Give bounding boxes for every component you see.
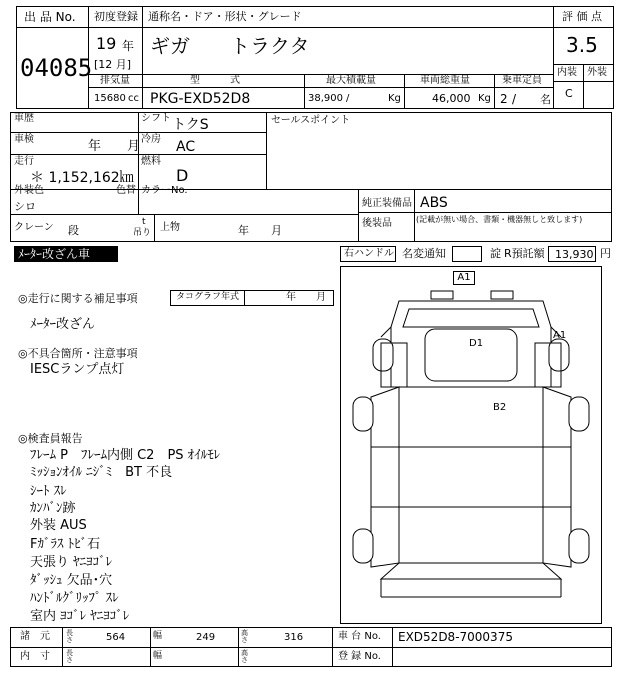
crane-hoist-unit: t (142, 217, 146, 227)
tachograph-date: 年 月 (286, 292, 326, 303)
score: 3.5 (566, 33, 598, 57)
interior-length-label: 長さ (66, 649, 73, 664)
inspection-label: 車検 (14, 134, 34, 145)
fuel: D (176, 166, 189, 185)
inspector-heading: ◎検査員報告 (18, 432, 83, 445)
interior-height-label: 高さ (241, 649, 248, 664)
report-line: 天張り ﾔﾆﾖｺﾞﾚ (30, 555, 113, 570)
max-load: 38,900 (308, 93, 343, 104)
gross-weight-unit: Kg (478, 93, 491, 104)
report-line: Fｶﾞﾗｽ ﾄﾋﾞ石 (30, 537, 101, 552)
report-line: ｼｰﾄ ｽﾚ (30, 484, 67, 499)
exterior-grade-cell (583, 81, 614, 109)
report-line: ﾊﾝﾄﾞﾙｸﾞﾘｯﾌﾟ ｽﾚ (30, 591, 119, 606)
capacity-slash: / (512, 92, 517, 106)
chassis-top (399, 387, 543, 563)
shift: トクS (172, 117, 209, 133)
displacement: 15680 (94, 93, 126, 104)
side-right (543, 387, 571, 567)
width-label: 幅 (153, 631, 163, 641)
aftermarket-label: 後装品 (362, 218, 392, 229)
wheel-front-right (549, 339, 569, 371)
model: PKG-EXD52D8 (150, 91, 251, 107)
report-line: ﾐｯｼｮﾝｵｲﾙ ﾆｼﾞﾐ BT 不良 (30, 465, 173, 480)
ac: AC (176, 139, 196, 155)
first-reg-year: 19 (96, 34, 117, 53)
name-change-box (452, 246, 482, 262)
gross-weight: 46,000 (432, 92, 471, 105)
name-change-label: 名変通知 (402, 247, 446, 260)
vehicle-name: ギガ トラクタ (150, 34, 310, 58)
max-load-unit: Kg (388, 93, 401, 104)
defect-note: IESCランプ点灯 (30, 362, 125, 377)
report-line: ﾀﾞｯｼｭ 欠品･穴 (30, 573, 113, 588)
color-code-label: 色替 (116, 185, 136, 196)
mark-a1-top: A1 (453, 271, 475, 285)
wheel-front-left (373, 339, 393, 371)
color-label: 外装色 (14, 185, 44, 196)
length-label: 長さ (66, 629, 73, 644)
first-reg-month: [12 月] (94, 58, 132, 71)
lot-label: 出 品 No. (24, 10, 76, 24)
year-unit: 年 (122, 39, 135, 53)
ac-label: 冷房 (141, 134, 161, 145)
cab-roof (425, 329, 517, 381)
gross-weight-label: 車両総重量 (420, 75, 470, 86)
mirror-right (491, 291, 513, 299)
report-line: ﾌﾚｰﾑ P ﾌﾚｰﾑ内側 C2 PS ｵｲﾙﾓﾚ (30, 448, 221, 463)
truck-outline (341, 267, 601, 623)
model-label: 型 式 (190, 75, 240, 86)
crane-hoist: 吊り (133, 228, 152, 238)
inspection-value: 年 月 (88, 139, 141, 154)
mark-d1: D1 (469, 338, 484, 349)
exterior-label: 外装 (587, 67, 607, 78)
driving-heading: ◎走行に関する補足事項 (18, 292, 138, 305)
wheel-rear-right-2 (569, 529, 589, 563)
name-label: 通称名・ドア・形状・グレード (148, 10, 302, 23)
side-left (371, 387, 399, 567)
interior-width-label: 幅 (153, 651, 163, 661)
capacity-label: 乗車定員 (502, 75, 542, 86)
max-load-label: 最大積載量 (326, 75, 376, 86)
aftermarket-note: (記載が無い場合、書類・機器無しと致します) (416, 215, 583, 224)
rear-panel (381, 563, 561, 579)
report-line: 外装 AUS (30, 518, 87, 533)
windshield (403, 309, 539, 327)
length: 564 (106, 632, 126, 643)
tachograph-label: タコグラフ年式 (176, 292, 240, 302)
interior-dims-label: 内 寸 (20, 651, 50, 662)
displacement-label: 排気量 (100, 75, 130, 86)
defect-heading: ◎不具合箇所・注意事項 (18, 347, 138, 360)
right-hand: 右ハンドル (344, 248, 394, 259)
report-line: 室内 ﾖｺﾞﾚ ﾔﾆﾖｺﾞﾚ (30, 609, 130, 624)
deposit-label: 諚 (490, 247, 501, 260)
fuel-label: 燃料 (141, 156, 161, 167)
color-no-label: カラーNo. (141, 185, 188, 196)
color: シロ (14, 200, 36, 213)
shift-label: シフト (141, 113, 171, 124)
capacity-unit: 名 (540, 93, 551, 106)
mileage-label: 走行 (14, 156, 34, 167)
mirror-left (431, 291, 453, 299)
crane-stage: 段 (68, 224, 79, 237)
upper-label: 上物 (160, 222, 180, 233)
driving-note: ﾒｰﾀｰ改ざん (30, 317, 96, 332)
sales-point-label: セールスポイント (271, 115, 351, 126)
height: 316 (284, 632, 304, 643)
mark-a1-side: A1 (553, 330, 567, 341)
mileage: ＊ 1,152,162㎞ (30, 170, 134, 186)
condition-diagram (340, 266, 602, 624)
chassis-label: 車 台 No. (338, 631, 381, 642)
report-line: ｶﾝﾊﾞﾝ跡 (30, 501, 76, 516)
chassis-number: EXD52D8-7000375 (398, 630, 513, 644)
score-label: 評 価 点 (562, 10, 602, 23)
first-reg-label: 初度登録 (94, 10, 138, 23)
max-load-slash: / (346, 93, 350, 104)
specs-label-row (88, 74, 554, 88)
yen: 円 (600, 247, 611, 260)
crane-label: クレーン (14, 222, 54, 233)
interior-label: 内装 (557, 67, 577, 78)
height-label: 高さ (241, 629, 248, 644)
dims-label: 諸 元 (20, 631, 50, 642)
equipment-label: 純正装備品 (362, 198, 412, 209)
meter-tampered-banner: ﾒｰﾀｰ改ざん車 (14, 246, 118, 262)
interior-grade: C (565, 87, 573, 100)
reg-label: 登 録 No. (338, 651, 381, 662)
mark-b2: B2 (493, 402, 507, 413)
wheel-rear-left-1 (353, 397, 373, 431)
lot-number: 04085 (20, 54, 93, 82)
upper-date: 年 月 (238, 224, 282, 237)
equipment: ABS (420, 195, 448, 211)
wheel-rear-right-1 (569, 397, 589, 431)
displacement-unit: cc (128, 93, 139, 104)
capacity: 2 (500, 92, 508, 106)
wheel-rear-left-2 (353, 529, 373, 563)
history-label: 車歴 (14, 113, 34, 124)
width: 249 (196, 632, 216, 643)
recycle-amount: 13,930 (555, 248, 594, 261)
recycle-label: R預託額 (504, 247, 545, 260)
